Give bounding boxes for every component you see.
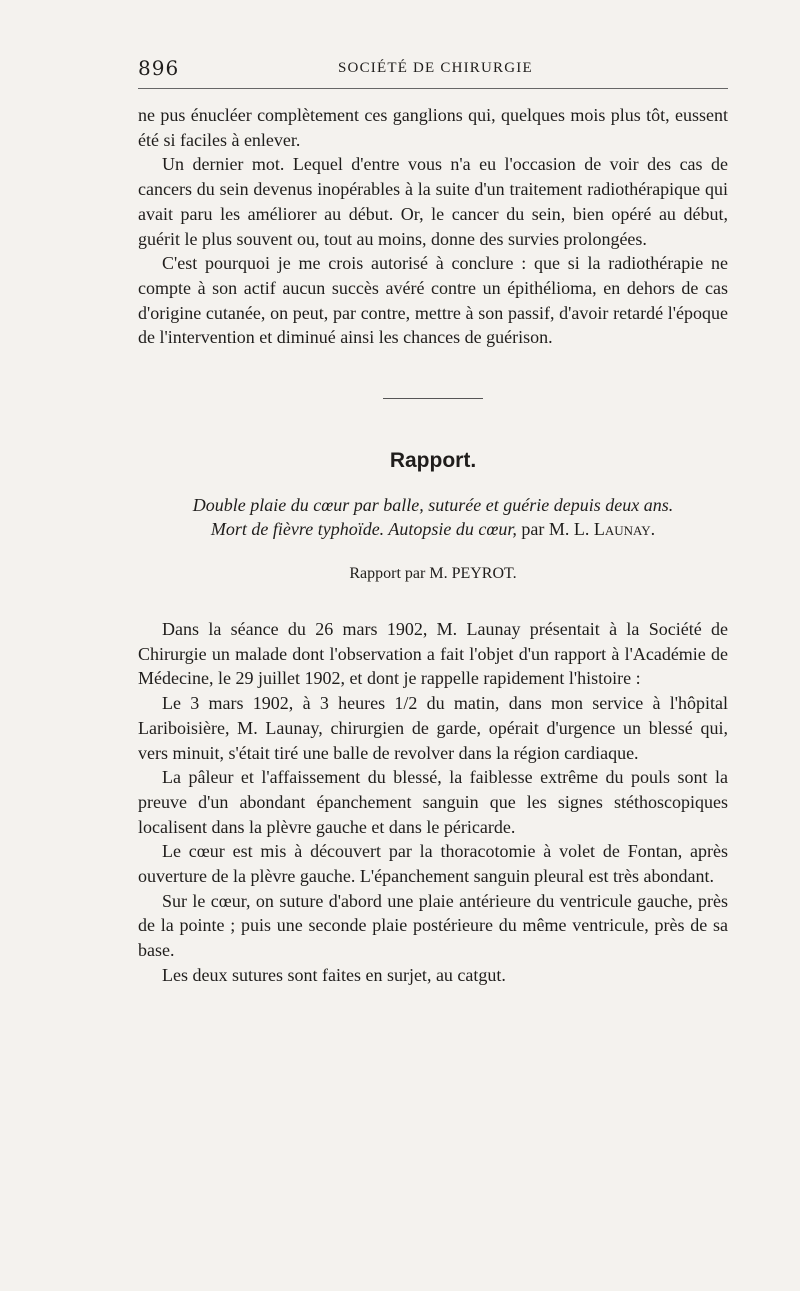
intro-section <box>138 103 728 350</box>
paragraph: ne pus énucléer complètement ces ganglions qui, quelques mois plus tôt, eussent été si faciles à enlever. <box>138 105 728 150</box>
paragraph: Le cœur est mis à découvert par la thoracotomie à volet de Fontan, après ouverture de la plèvre gauche. L'épanchement sanguin pleural est très abondant. <box>138 841 728 887</box>
subtitle-end: . <box>650 519 656 540</box>
report-byline: Rapport par M. PEYROT. <box>349 565 517 583</box>
report-body <box>138 617 728 988</box>
page-header <box>138 48 728 89</box>
document-page <box>138 48 728 988</box>
subtitle-par: par M. L. <box>516 519 594 540</box>
running-head: SOCIÉTÉ DE CHIRURGIE <box>338 60 533 76</box>
paragraph: Un dernier mot. Lequel d'entre vous n'a eu l'occasion de voir des cas de cancers du sein devenus inopérables à la suite d'un traitement radiothérapique qui avait paru les améliorer au début. Or, le cancer du sein, bien opéré au début, guérit le plus souvent ou, tout au moins, donne des survies prolongées. <box>138 154 728 249</box>
subtitle-line-2 <box>138 517 728 541</box>
paragraph: La pâleur et l'affaissement du blessé, la faiblesse extrême du pouls sont la preuve d'un abondant épanchement sanguin que les signes stéthoscopiques localisent dans la plèvre gauche et dans le péricarde. <box>138 767 728 837</box>
section-divider <box>383 398 483 399</box>
subtitle-line-1: Double plaie du cœur par balle, suturée et guérie depuis deux ans. <box>192 495 674 516</box>
section-title: Rapport. <box>389 449 477 473</box>
author-name: Launay <box>593 519 651 540</box>
paragraph: Sur le cœur, on suture d'abord une plaie antérieure du ventricule gauche, près de la pointe ; puis une seconde plaie postérieure du même ventricule, près de sa base. <box>138 890 728 961</box>
paragraph: Les deux sutures sont faites en surjet, au catgut. <box>162 964 506 985</box>
paragraph: Dans la séance du 26 mars 1902, M. Launay présentait à la Société de Chirurgie un malade dont l'observation a fait l'objet d'un rapport à l'Académie de Médecine, le 29 juillet 1902, et dont je rappelle rapidement l'histoire : <box>138 619 728 689</box>
paragraph: C'est pourquoi je me crois autorisé à conclure : que si la radiothérapie ne compte à son actif aucun succès avéré contre un épithélioma, en dehors de cas d'origine cutanée, on peut, par contre, mettre à son passif, d'avoir retardé l'époque de l'intervention et diminué ainsi les chances de guérison. <box>138 253 728 348</box>
page-number: 896 <box>138 56 180 80</box>
subtitle-italic-part: Mort de fièvre typhoïde. Autopsie du cœur, <box>210 519 517 540</box>
report-subtitle <box>138 493 728 541</box>
paragraph: Le 3 mars 1902, à 3 heures 1/2 du matin, dans mon service à l'hôpital Lariboisière, M. Launay, chirurgien de garde, opérait d'urgence un blessé qui, vers minuit, s'était tiré une balle de revolver dans la région cardiaque. <box>138 693 728 763</box>
